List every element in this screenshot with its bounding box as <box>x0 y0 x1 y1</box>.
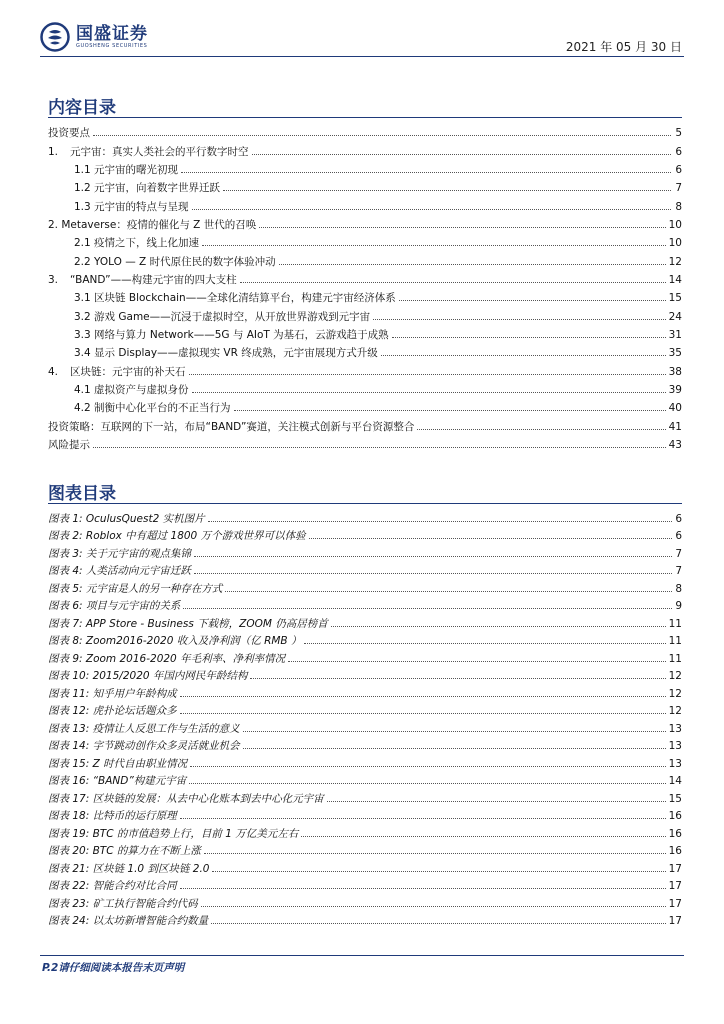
toc-entry-title: 1.1 元宇宙的曙光初现 <box>74 163 179 176</box>
report-date: 2021 年 05 月 30 日 <box>565 40 682 54</box>
leader-dots <box>301 836 665 837</box>
toc-entry-title: 风险提示 <box>48 438 90 451</box>
leader-dots <box>180 713 666 714</box>
figure-entry-page: 17 <box>668 897 682 910</box>
figure-entry-title: 图表 15: Z 时代自由职业情况 <box>48 757 188 770</box>
figure-entry[interactable] <box>48 648 682 666</box>
figure-entry-page: 11 <box>668 652 682 665</box>
figure-entry-page: 13 <box>668 722 682 735</box>
figure-entry-title: 图表 7: APP Store - Business 下载榜，ZOOM 仍高居榜首 <box>48 617 328 630</box>
toc-entry[interactable] <box>48 195 682 213</box>
toc-entry[interactable] <box>48 415 682 433</box>
figure-entry[interactable] <box>48 613 682 631</box>
figure-entry-title: 图表 19: BTC 的市值趋势上行，目前 1 万亿美元左右 <box>48 827 299 840</box>
leader-dots <box>192 209 671 210</box>
guosheng-logo-icon <box>40 22 70 52</box>
leader-dots <box>304 643 665 644</box>
figure-entry[interactable] <box>48 683 682 701</box>
figure-entry-title: 图表 16: “BAND”构建元宇宙 <box>48 775 187 787</box>
leader-dots <box>194 573 672 574</box>
figure-entry-page: 16 <box>668 810 682 822</box>
leader-dots <box>194 556 672 557</box>
leader-dots <box>201 906 666 907</box>
figure-list-title-rule <box>48 503 682 504</box>
figure-entry-title: 图表 2: Roblox 中有超过 1800 万个游戏世界可以体验 <box>48 530 306 542</box>
leader-dots <box>93 135 671 136</box>
figure-entry[interactable] <box>48 911 682 929</box>
toc-entry-title: 2. Metaverse：疫情的催化与 Z 世代的召唤 <box>48 218 257 231</box>
toc-entry-page: 41 <box>668 420 682 433</box>
header-divider <box>40 56 684 57</box>
toc-entry-number: 1. <box>48 145 59 158</box>
figure-entry-page: 15 <box>668 792 682 805</box>
toc-entry-page: 43 <box>668 438 682 451</box>
leader-dots <box>392 337 666 338</box>
leader-dots <box>250 678 665 679</box>
toc-entry-number: 4. <box>48 365 59 378</box>
figure-list-title: 图表目录 <box>48 484 116 504</box>
toc-entry[interactable] <box>48 360 682 378</box>
toc-entry-page: 35 <box>668 347 682 360</box>
figure-entry[interactable] <box>48 893 682 911</box>
leader-dots <box>181 172 671 173</box>
figure-entry-title: 图表 13: 疫情让人反思工作与生活的意义 <box>48 722 240 735</box>
toc-entry-page: 12 <box>668 255 682 268</box>
toc-entry-title: 3.3 网络与算力 Network——5G 与 AIoT 为基石，云游戏趋于成熟 <box>74 328 389 341</box>
figure-entry-page: 9 <box>675 600 682 612</box>
toc-entry-page: 40 <box>668 402 682 415</box>
figure-entry-page: 12 <box>668 687 682 700</box>
toc-entry[interactable] <box>48 140 682 158</box>
leader-dots <box>93 447 666 448</box>
leader-dots <box>373 319 665 320</box>
toc-entry-title: 1.3 元宇宙的特点与呈现 <box>74 200 189 213</box>
leader-dots <box>180 818 666 819</box>
figure-entry-title: 图表 8: Zoom2016-2020 收入及净利润（亿 RMB ） <box>48 635 302 647</box>
figure-entry-title: 图表 22: 智能合约对比合同 <box>48 880 177 892</box>
leader-dots <box>212 871 665 872</box>
leader-dots <box>180 696 666 697</box>
figure-entry[interactable] <box>48 631 682 649</box>
leader-dots <box>417 429 665 430</box>
figure-entry-title: 图表 4: 人类活动向元宇宙迁跃 <box>48 565 191 577</box>
figure-entry-title: 图表 11: 知乎用户年龄构成 <box>48 687 177 700</box>
toc-entry-title: 2.1 疫情之下，线上化加速 <box>74 237 200 250</box>
leader-dots <box>259 227 665 228</box>
figure-entry-title: 图表 10: 2015/2020 年国内网民年龄结构 <box>48 670 248 682</box>
figure-entry-title: 图表 12: 虎扑论坛话题众多 <box>48 705 177 717</box>
toc-entry-title: 3.2 游戏 Game——沉浸于虚拟时空，从开放世界游戏到元宇宙 <box>74 310 371 323</box>
figure-entry-page: 6 <box>675 512 682 525</box>
leader-dots <box>192 392 666 393</box>
leader-dots <box>240 282 666 283</box>
toc-entry-title: 3.1 区块链 Blockchain——全球化清结算平台，构建元宇宙经济体系 <box>74 292 396 305</box>
figure-entry-page: 12 <box>668 670 682 682</box>
toc-entry[interactable] <box>48 397 682 415</box>
toc-entry[interactable] <box>48 269 682 287</box>
figure-entry[interactable] <box>48 718 682 736</box>
figure-entry-page: 11 <box>668 635 682 647</box>
figure-entry[interactable] <box>48 858 682 876</box>
toc-entry-title: 4.1 虚拟资产与虚拟身份 <box>74 383 189 396</box>
figure-entry[interactable] <box>48 771 682 789</box>
toc-entry-page: 15 <box>668 292 682 305</box>
figure-entry-title: 图表 20: BTC 的算力在不断上涨 <box>48 845 201 857</box>
leader-dots <box>202 245 666 246</box>
figure-entry-title: 图表 9: Zoom 2016-2020 年毛利率、净利率情况 <box>48 652 286 665</box>
figure-entry-page: 7 <box>675 547 682 560</box>
leader-dots <box>243 731 666 732</box>
toc-entry[interactable] <box>48 287 682 305</box>
toc-entry[interactable] <box>48 214 682 232</box>
figure-entry[interactable] <box>48 876 682 894</box>
toc-entry-title: 1.2 元宇宙，向着数字世界迁跃 <box>74 182 221 195</box>
figure-entry-page: 14 <box>668 775 682 787</box>
figure-entry-title: 图表 18: 比特币的运行原理 <box>48 810 177 822</box>
figure-entry[interactable] <box>48 823 682 841</box>
brand-name: 国盛证券 <box>76 23 148 44</box>
figure-entry-title: 图表 21: 区块链 1.0 到区块链 2.0 <box>48 862 210 875</box>
brand-name-en: GUOSHENG SECURITIES <box>76 42 148 49</box>
toc-entry-page: 31 <box>668 328 682 341</box>
figure-entry-title: 图表 23: 矿工执行智能合约代码 <box>48 897 198 910</box>
toc-entry[interactable] <box>48 122 682 140</box>
leader-dots <box>331 626 666 627</box>
leader-dots <box>180 888 666 889</box>
toc-entry-title: 区块链：元宇宙的补天石 <box>70 365 186 378</box>
toc-entry[interactable] <box>48 434 682 452</box>
figure-entry[interactable] <box>48 578 682 596</box>
toc-entry[interactable] <box>48 250 682 268</box>
footer-divider <box>40 955 684 956</box>
figure-entry-page: 16 <box>668 827 682 840</box>
toc-entry[interactable] <box>48 177 682 195</box>
leader-dots <box>288 661 666 662</box>
leader-dots <box>223 190 671 191</box>
figure-entry-title: 图表 17: 区块链的发展：从去中心化账本到去中心化元宇宙 <box>48 792 324 805</box>
figure-entry-page: 16 <box>668 845 682 857</box>
figure-entry[interactable] <box>48 841 682 859</box>
leader-dots <box>279 264 666 265</box>
brand-logo <box>40 22 148 52</box>
figure-entry-page: 12 <box>668 705 682 717</box>
toc-entry-page: 24 <box>668 310 682 323</box>
figure-entry-page: 8 <box>675 582 682 595</box>
figure-entry-page: 13 <box>668 757 682 770</box>
leader-dots <box>204 853 666 854</box>
figure-entry[interactable] <box>48 666 682 684</box>
figure-entry-page: 17 <box>668 880 682 892</box>
toc-entry-title: 元宇宙：真实人类社会的平行数字时空 <box>70 145 249 158</box>
figure-entry-page: 13 <box>668 740 682 752</box>
figure-entry-title: 图表 1: OculusQuest2 实机图片 <box>48 512 205 525</box>
figure-entry[interactable] <box>48 753 682 771</box>
leader-dots <box>190 766 666 767</box>
figure-entry-page: 17 <box>668 862 682 875</box>
toc-entry-page: 6 <box>675 145 682 158</box>
toc-entry-number: 3. <box>48 273 59 286</box>
leader-dots <box>211 923 666 924</box>
figure-entry-page: 17 <box>668 915 682 927</box>
figure-entry[interactable] <box>48 596 682 614</box>
figure-entry-title: 图表 24: 以太坊新增智能合约数量 <box>48 915 209 927</box>
table-of-contents <box>48 122 682 452</box>
figure-entry-title: 图表 14: 字节跳动创作众多灵活就业机会 <box>48 740 240 752</box>
toc-entry-title: 3.4 显示 Display——虚拟现实 VR 终成熟，元宇宙展现方式升级 <box>74 347 378 360</box>
toc-entry-title: “BAND”——构建元宇宙的四大支柱 <box>70 273 237 286</box>
leader-dots <box>183 608 672 609</box>
toc-entry-page: 10 <box>668 237 682 250</box>
figure-entry-title: 图表 3: 关于元宇宙的观点集锦 <box>48 547 191 560</box>
toc-entry-page: 6 <box>675 163 682 176</box>
toc-title: 内容目录 <box>48 98 116 118</box>
toc-entry-page: 5 <box>675 127 682 140</box>
toc-entry-title: 投资要点 <box>48 127 90 140</box>
toc-entry[interactable] <box>48 379 682 397</box>
toc-entry-page: 38 <box>668 365 682 378</box>
figure-entry[interactable] <box>48 508 682 526</box>
leader-dots <box>225 591 672 592</box>
figure-entry-title: 图表 6: 项目与元宇宙的关系 <box>48 600 181 612</box>
toc-entry-title: 4.2 制衡中心化平台的不正当行为 <box>74 402 231 415</box>
toc-entry[interactable] <box>48 305 682 323</box>
leader-dots <box>309 538 673 539</box>
figure-entry-page: 7 <box>675 565 682 577</box>
figure-entry[interactable] <box>48 701 682 719</box>
figure-entry[interactable] <box>48 543 682 561</box>
toc-entry[interactable] <box>48 324 682 342</box>
leader-dots <box>243 748 666 749</box>
leader-dots <box>234 410 666 411</box>
toc-entry-page: 8 <box>675 200 682 213</box>
figure-entry[interactable] <box>48 788 682 806</box>
figure-entry-page: 6 <box>675 530 682 542</box>
footer-disclaimer: P.2请仔细阅读本报告末页声明 <box>42 962 185 974</box>
figure-entry-title: 图表 5: 元宇宙是人的另一种存在方式 <box>48 582 223 595</box>
figure-entry[interactable] <box>48 736 682 754</box>
toc-entry[interactable] <box>48 159 682 177</box>
toc-entry-title: 2.2 YOLO — Z 时代原住民的数字体验冲动 <box>74 255 276 268</box>
page-header <box>0 0 724 62</box>
figure-entry[interactable] <box>48 806 682 824</box>
leader-dots <box>381 355 666 356</box>
toc-entry[interactable] <box>48 342 682 360</box>
leader-dots <box>189 783 665 784</box>
toc-entry-page: 10 <box>668 218 682 231</box>
leader-dots <box>208 521 673 522</box>
leader-dots <box>252 154 672 155</box>
figure-entry[interactable] <box>48 561 682 579</box>
leader-dots <box>399 300 666 301</box>
leader-dots <box>327 801 666 802</box>
toc-title-rule <box>48 117 682 118</box>
toc-entry-page: 39 <box>668 383 682 396</box>
toc-entry-title: 投资策略：互联网的下一站，布局“BAND”赛道，关注模式创新与平台资源整合 <box>48 420 415 433</box>
toc-entry[interactable] <box>48 232 682 250</box>
figure-entry-page: 11 <box>668 617 682 630</box>
toc-entry-page: 14 <box>668 273 682 286</box>
leader-dots <box>189 374 666 375</box>
figure-entry[interactable] <box>48 526 682 544</box>
figure-list <box>48 508 682 928</box>
toc-entry-page: 7 <box>675 182 682 195</box>
